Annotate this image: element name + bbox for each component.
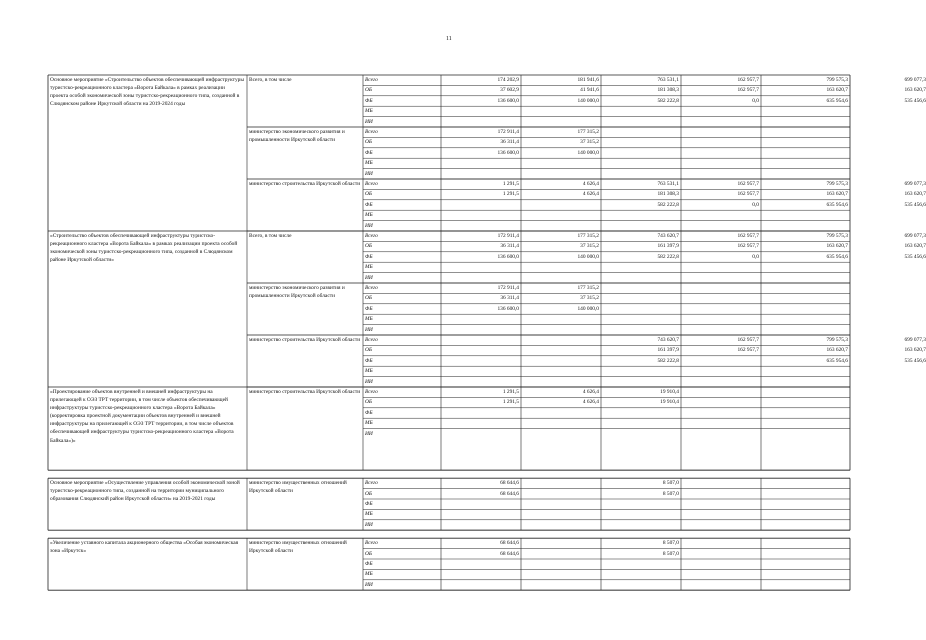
responsible-executor: министерство строительства Иркутской области bbox=[249, 181, 361, 187]
amount-cell: 8 507,0 bbox=[662, 550, 679, 557]
funding-source: ИИ bbox=[365, 326, 373, 333]
funding-source: МБ bbox=[365, 212, 373, 219]
funding-source: Всего bbox=[365, 389, 378, 395]
amount-cell: 136 600,0 bbox=[497, 253, 519, 260]
amount-cell: 136 600,0 bbox=[497, 305, 519, 312]
funding-source: ОБ bbox=[365, 87, 373, 94]
funding-source: Всего bbox=[365, 129, 378, 135]
funding-source: ОБ bbox=[365, 139, 373, 146]
funding-source: ИИ bbox=[365, 170, 373, 177]
amount-cell: 161 397,9 bbox=[657, 243, 679, 250]
amount-cell: 163 620,7 bbox=[826, 87, 848, 94]
funding-source: ОБ bbox=[365, 490, 373, 497]
funding-source: ФБ bbox=[365, 501, 373, 507]
amount-cell: 41 941,6 bbox=[580, 87, 599, 94]
amount-cell: 799 575,3 bbox=[826, 233, 848, 239]
amount-cell: 582 222,8 bbox=[657, 201, 679, 208]
responsible-executor: министерство экономического развития и промышленности Иркутской области bbox=[249, 129, 345, 144]
funding-source: ОБ bbox=[365, 399, 373, 406]
amount-cell: 177 315,2 bbox=[577, 129, 599, 135]
amount-cell: 4 626,4 bbox=[582, 389, 599, 395]
responsible-executor: министерство экономического развития и промышленности Иркутской области bbox=[249, 285, 345, 300]
amount-cell: 635 954,6 bbox=[826, 357, 848, 364]
amount-cell: 699 077,3 bbox=[904, 233, 926, 239]
amount-cell: 0,0 bbox=[752, 97, 759, 104]
amount-cell: 799 575,3 bbox=[826, 181, 848, 187]
funding-source: ФБ bbox=[365, 149, 373, 156]
amount-cell: 535 456,6 bbox=[904, 357, 926, 364]
amount-cell: 163 620,7 bbox=[826, 243, 848, 250]
amount-cell: 582 222,8 bbox=[657, 253, 679, 260]
funding-source: Всего bbox=[365, 285, 378, 291]
amount-cell: 163 620,7 bbox=[904, 347, 926, 354]
amount-cell: 163 620,7 bbox=[904, 243, 926, 250]
funding-source: МБ bbox=[365, 316, 373, 323]
funding-source: МБ bbox=[365, 264, 373, 271]
amount-cell: 37 315,2 bbox=[580, 139, 599, 146]
amount-cell: 172 911,4 bbox=[497, 129, 519, 135]
amount-cell: 162 957,7 bbox=[737, 243, 759, 250]
amount-cell: 181 941,6 bbox=[577, 77, 599, 83]
amount-cell: 181 308,3 bbox=[657, 87, 679, 94]
funding-source: ИИ bbox=[365, 274, 373, 281]
amount-cell: 799 575,3 bbox=[826, 77, 848, 83]
funding-source: МБ bbox=[365, 511, 373, 518]
amount-cell: 582 222,8 bbox=[657, 357, 679, 364]
responsible-executor: министерство имущественных отношений Иркутской области bbox=[249, 480, 347, 495]
amount-cell: 162 957,7 bbox=[737, 77, 759, 83]
amount-cell: 699 077,3 bbox=[904, 337, 926, 343]
measure-description: «Увеличение уставного капитала акционерного общества «Особая экономическая зона «Иркутск» bbox=[50, 540, 239, 555]
funding-source: Всего bbox=[365, 181, 378, 187]
amount-cell: 4 626,4 bbox=[582, 181, 599, 187]
amount-cell: 172 911,4 bbox=[497, 285, 519, 291]
amount-cell: 68 644,6 bbox=[500, 550, 519, 557]
funding-source: МБ bbox=[365, 108, 373, 115]
responsible-executor: Всего, в том числе bbox=[249, 77, 292, 83]
funding-source: ФБ bbox=[365, 409, 373, 416]
amount-cell: 177 315,2 bbox=[577, 285, 599, 291]
measure-description: Основное мероприятие «Строительство объектов обеспечивающей инфраструктуры туристско-рекреационного кластера «Ворота Байкала» в рамках реализации проекта особой экономической зоны туристско-рекреационного типа, созданной в Слюдянском районе Иркутской области на 2019-2024 годы bbox=[50, 77, 244, 108]
amount-cell: 19 910,4 bbox=[660, 399, 679, 406]
amount-cell: 535 456,6 bbox=[904, 201, 926, 208]
funding-source: ОБ bbox=[365, 243, 373, 250]
funding-source: ИИ bbox=[365, 430, 373, 437]
amount-cell: 68 644,6 bbox=[500, 480, 519, 487]
amount-cell: 68 644,6 bbox=[500, 540, 519, 547]
amount-cell: 1 291,5 bbox=[502, 399, 519, 406]
amount-cell: 763 531,1 bbox=[657, 181, 679, 187]
funding-source: Всего bbox=[365, 337, 378, 343]
funding-source: ОБ bbox=[365, 347, 373, 354]
amount-cell: 162 957,7 bbox=[737, 233, 759, 239]
amount-cell: 535 456,6 bbox=[904, 97, 926, 104]
funding-source: ОБ bbox=[365, 191, 373, 198]
funding-source: Всего bbox=[365, 233, 378, 239]
amount-cell: 1 291,5 bbox=[502, 181, 519, 187]
funding-source: Всего bbox=[365, 77, 378, 83]
amount-cell: 136 600,0 bbox=[497, 97, 519, 104]
amount-cell: 181 308,3 bbox=[657, 191, 679, 198]
amount-cell: 0,0 bbox=[752, 253, 759, 260]
responsible-executor: министерство строительства Иркутской области bbox=[249, 337, 361, 343]
amount-cell: 799 575,3 bbox=[826, 337, 848, 343]
amount-cell: 163 620,7 bbox=[826, 347, 848, 354]
amount-cell: 161 397,9 bbox=[657, 347, 679, 354]
funding-source: МБ bbox=[365, 368, 373, 375]
amount-cell: 743 620,7 bbox=[657, 233, 679, 239]
amount-cell: 36 311,4 bbox=[500, 139, 519, 146]
amount-cell: 140 000,0 bbox=[577, 97, 599, 104]
amount-cell: 140 000,0 bbox=[577, 253, 599, 260]
budget-table bbox=[48, 75, 926, 588]
page-number: 11 bbox=[446, 36, 452, 42]
funding-source: ИИ bbox=[365, 521, 373, 528]
amount-cell: 36 311,4 bbox=[500, 295, 519, 302]
funding-source: ФБ bbox=[365, 97, 373, 104]
amount-cell: 19 910,4 bbox=[660, 389, 679, 395]
amount-cell: 140 000,0 bbox=[577, 149, 599, 156]
amount-cell: 68 644,6 bbox=[500, 490, 519, 497]
amount-cell: 8 507,0 bbox=[662, 490, 679, 497]
funding-source: МБ bbox=[365, 420, 373, 427]
amount-cell: 163 620,7 bbox=[826, 191, 848, 198]
amount-cell: 4 626,4 bbox=[582, 399, 599, 406]
funding-source: ОБ bbox=[365, 295, 373, 302]
measure-description: Основное мероприятие «Осуществление управления особой экономической зоной туристско-рекреационного типа, созданной на территории муниципального образования Слюдянский район Иркутской области» на 2019-2021 годы bbox=[50, 480, 240, 503]
funding-source: Всего bbox=[365, 540, 378, 547]
funding-source: ИИ bbox=[365, 222, 373, 229]
amount-cell: 743 620,7 bbox=[657, 337, 679, 343]
amount-cell: 582 222,8 bbox=[657, 97, 679, 104]
amount-cell: 8 507,0 bbox=[662, 540, 679, 547]
amount-cell: 37 315,2 bbox=[580, 243, 599, 250]
amount-cell: 177 315,2 bbox=[577, 233, 599, 239]
funding-source: МБ bbox=[365, 160, 373, 167]
amount-cell: 174 202,9 bbox=[497, 77, 519, 83]
funding-source: ИИ bbox=[365, 581, 373, 588]
amount-cell: 162 957,7 bbox=[737, 191, 759, 198]
amount-cell: 699 077,3 bbox=[904, 77, 926, 83]
amount-cell: 37 315,2 bbox=[580, 295, 599, 302]
amount-cell: 163 620,7 bbox=[904, 87, 926, 94]
amount-cell: 763 531,1 bbox=[657, 77, 679, 83]
measure-description: «Строительство объектов обеспечивающей инфраструктуры туристско-рекреационного кластера «Ворота Байкала» в рамках реализации проекта особой экономической зоны туристско-рекреационного типа, созданной в Слюдянском районе Иркутской области» bbox=[50, 233, 238, 264]
amount-cell: 8 507,0 bbox=[662, 480, 679, 487]
amount-cell: 0,0 bbox=[752, 201, 759, 208]
amount-cell: 162 957,7 bbox=[737, 87, 759, 94]
amount-cell: 4 626,4 bbox=[582, 191, 599, 198]
amount-cell: 37 602,9 bbox=[500, 87, 519, 94]
responsible-executor: министерство строительства Иркутской области bbox=[249, 389, 361, 395]
amount-cell: 140 000,0 bbox=[577, 305, 599, 312]
funding-source: ФБ bbox=[365, 201, 373, 208]
funding-source: Всего bbox=[365, 480, 378, 487]
amount-cell: 699 077,3 bbox=[904, 181, 926, 187]
amount-cell: 162 957,7 bbox=[737, 347, 759, 354]
amount-cell: 1 291,5 bbox=[502, 389, 519, 395]
amount-cell: 172 911,4 bbox=[497, 233, 519, 239]
amount-cell: 36 311,4 bbox=[500, 243, 519, 250]
responsible-executor: Всего, в том числе bbox=[249, 233, 292, 239]
amount-cell: 635 954,6 bbox=[826, 97, 848, 104]
amount-cell: 136 600,0 bbox=[497, 149, 519, 156]
funding-source: ФБ bbox=[365, 253, 373, 260]
amount-cell: 535 456,6 bbox=[904, 253, 926, 260]
amount-cell: 635 954,6 bbox=[826, 201, 848, 208]
amount-cell: 635 954,6 bbox=[826, 253, 848, 260]
funding-source: ОБ bbox=[365, 550, 373, 557]
funding-source: ФБ bbox=[365, 561, 373, 567]
amount-cell: 163 620,7 bbox=[904, 191, 926, 198]
funding-source: ИИ bbox=[365, 378, 373, 385]
amount-cell: 162 957,7 bbox=[737, 181, 759, 187]
funding-source: МБ bbox=[365, 571, 373, 578]
responsible-executor: министерство имущественных отношений Иркутской области bbox=[249, 540, 347, 555]
funding-source: ИИ bbox=[365, 118, 373, 125]
funding-source: ФБ bbox=[365, 305, 373, 312]
measure-description: «Проектирование объектов внутренней и внешней инфраструктуры на прилегающей к ОЭЗ ТРТ территории, в том числе объектов обеспечивающей инфраструктуры туристско-рекреационного кластера «Ворота Байкала» (корректировка проектной документации объектов внутренней и внешней инфраструктуры на прилегающей к ОЭЗ ТРТ территории, в том числе объектов обеспечивающей инфраструктуры туристско-рекреационного кластера «Ворота Байкала»)» bbox=[50, 389, 234, 444]
amount-cell: 1 291,5 bbox=[502, 191, 519, 198]
amount-cell: 162 957,7 bbox=[737, 337, 759, 343]
funding-source: ФБ bbox=[365, 357, 373, 364]
